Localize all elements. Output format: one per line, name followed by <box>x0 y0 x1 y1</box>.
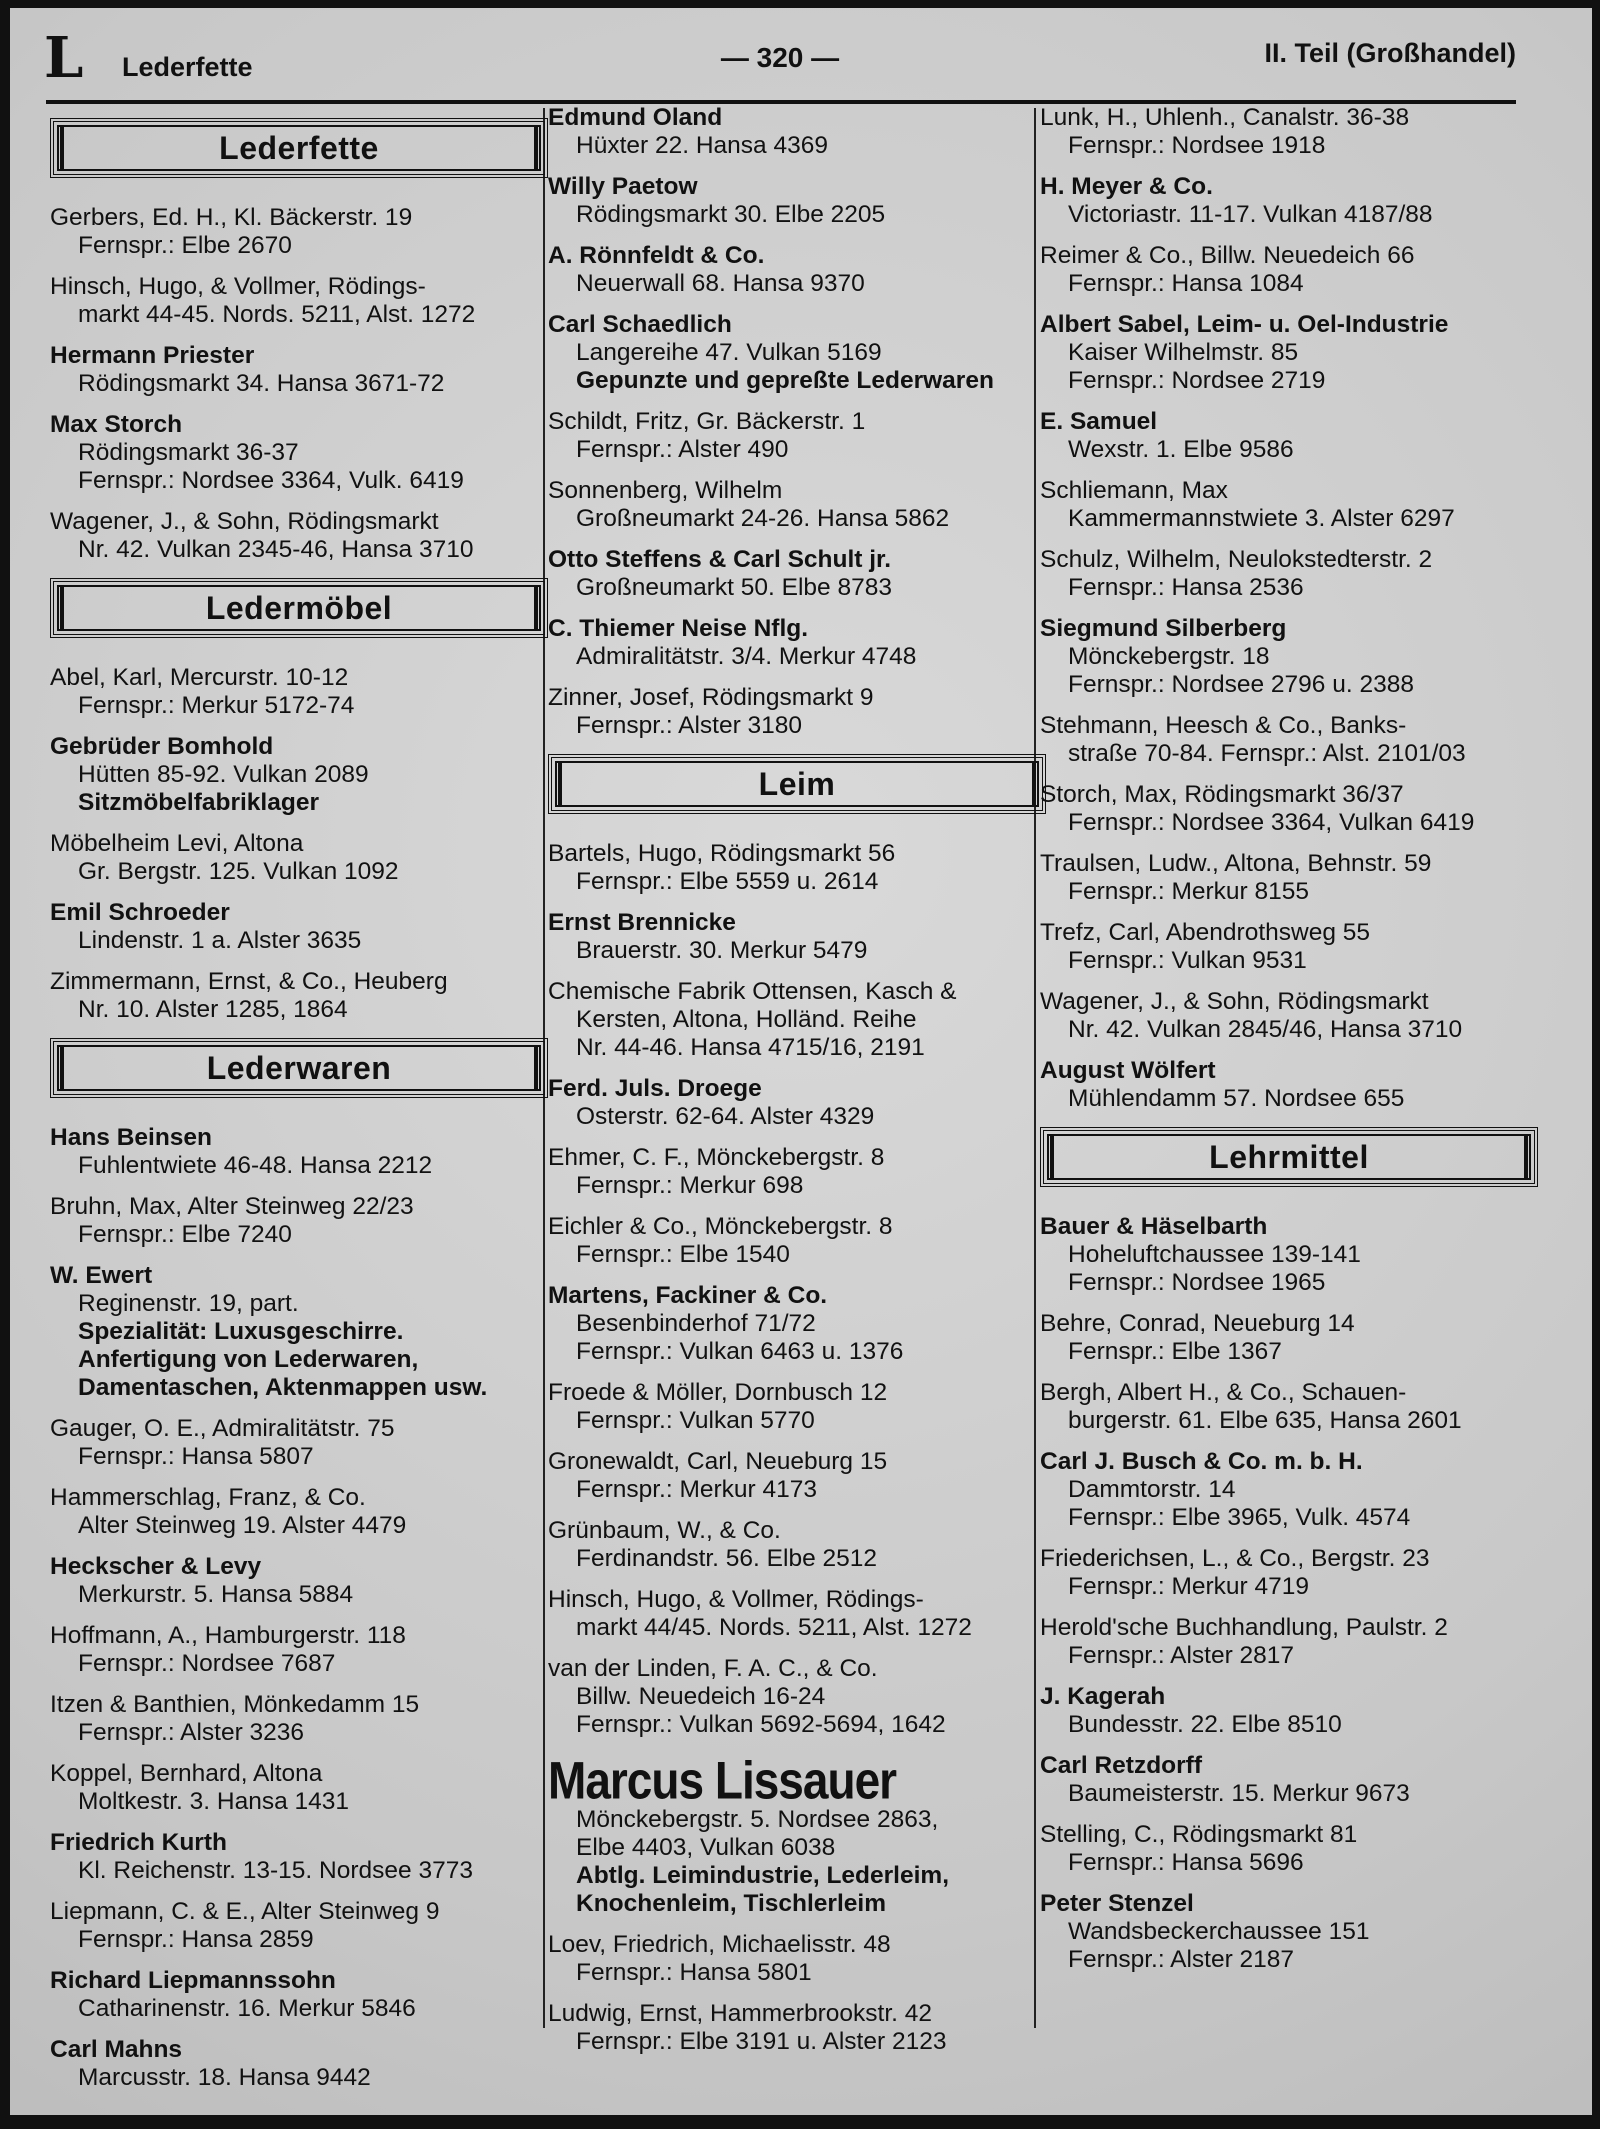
directory-entry <box>548 1752 1048 1918</box>
directory-entry <box>548 1282 1048 1366</box>
entry-name: Liepmann, C. & E., Alter Steinweg 9 <box>50 1898 440 1925</box>
directory-entry <box>50 204 550 260</box>
entry-detail: Wandsbeckerchaussee 151 <box>1068 1918 1370 1945</box>
entry-detail: Rödingsmarkt 36-37 <box>78 439 299 466</box>
entry-detail: Billw. Neuedeich 16-24 <box>576 1683 826 1710</box>
entry-detail: Abtlg. Leimindustrie, Lederleim, <box>576 1862 950 1889</box>
entry-detail: Mönckebergstr. 18 <box>1068 643 1270 670</box>
entry-detail: Osterstr. 62-64. Alster 4329 <box>576 1103 875 1130</box>
entry-detail: Fernspr.: Elbe 1540 <box>576 1241 790 1268</box>
directory-entry <box>548 408 1048 464</box>
entry-name: Loev, Friedrich, Michaelisstr. 48 <box>548 1931 891 1958</box>
entry-name: Wagener, J., & Sohn, Rödingsmarkt <box>1040 988 1429 1015</box>
entry-name: Abel, Karl, Mercurstr. 10-12 <box>50 664 349 691</box>
directory-entry <box>50 830 550 886</box>
entry-name: Koppel, Bernhard, Altona <box>50 1760 323 1787</box>
entry-detail: Reginenstr. 19, part. <box>78 1290 299 1317</box>
entry-name: Herold'sche Buchhandlung, Paulstr. 2 <box>1040 1614 1448 1641</box>
entry-detail: Neuerwall 68. Hansa 9370 <box>576 270 865 297</box>
page-number: — 320 — <box>720 42 840 73</box>
entry-detail: Fernspr.: Merkur 698 <box>576 1172 804 1199</box>
entry-name: A. Rönnfeldt & Co. <box>548 242 765 269</box>
entry-name: Bergh, Albert H., & Co., Schauen- <box>1040 1379 1407 1406</box>
entry-detail: Fernspr.: Nordsee 3364, Vulk. 6419 <box>78 467 464 494</box>
directory-entry <box>1040 615 1540 699</box>
entry-detail: Fernspr.: Merkur 4719 <box>1068 1573 1310 1600</box>
entry-detail: Victoriastr. 11-17. Vulkan 4187/88 <box>1068 201 1433 228</box>
entry-detail: Fernspr.: Nordsee 2796 u. 2388 <box>1068 671 1414 698</box>
entry-detail: Alter Steinweg 19. Alster 4479 <box>78 1512 407 1539</box>
directory-entry <box>548 1517 1048 1573</box>
entry-name: Stelling, C., Rödingsmarkt 81 <box>1040 1821 1358 1848</box>
entry-detail: straße 70-84. Fernspr.: Alst. 2101/03 <box>1068 740 1466 767</box>
entry-name: Zinner, Josef, Rödingsmarkt 9 <box>548 684 874 711</box>
directory-entry <box>1040 1821 1540 1877</box>
entry-name: W. Ewert <box>50 1262 153 1289</box>
entry-detail: Langereihe 47. Vulkan 5169 <box>576 339 882 366</box>
entry-detail: Elbe 4403, Vulkan 6038 <box>576 1834 836 1861</box>
entry-name: Gerbers, Ed. H., Kl. Bäckerstr. 19 <box>50 204 413 231</box>
entry-name: Stehmann, Heesch & Co., Banks- <box>1040 712 1407 739</box>
entry-detail: Fernspr.: Elbe 2670 <box>78 232 292 259</box>
directory-entry <box>50 508 550 564</box>
entry-detail: Fernspr.: Alster 3180 <box>576 712 803 739</box>
entry-detail: Kersten, Altona, Holländ. Reihe <box>576 1006 917 1033</box>
entry-detail: Fernspr.: Elbe 5559 u. 2614 <box>576 868 879 895</box>
entry-name: Hans Beinsen <box>50 1124 213 1151</box>
entry-detail: Merkurstr. 5. Hansa 5884 <box>78 1581 354 1608</box>
entry-name: Sonnenberg, Wilhelm <box>548 477 783 504</box>
directory-entry <box>1040 1683 1540 1739</box>
entry-detail: Fernspr.: Nordsee 2719 <box>1068 367 1326 394</box>
directory-entry <box>1040 477 1540 533</box>
section-heading: Ledermöbel <box>50 578 548 638</box>
entry-name: Traulsen, Ludw., Altona, Behnstr. 59 <box>1040 850 1432 877</box>
directory-entry <box>50 1484 550 1540</box>
entry-name: Gronewaldt, Carl, Neueburg 15 <box>548 1448 888 1475</box>
entry-detail: Nr. 42. Vulkan 2345-46, Hansa 3710 <box>78 536 474 563</box>
entry-name: Ludwig, Ernst, Hammerbrookstr. 42 <box>548 2000 932 2027</box>
entry-detail: Fuhlentwiete 46-48. Hansa 2212 <box>78 1152 433 1179</box>
entry-name: Möbelheim Levi, Altona <box>50 830 304 857</box>
entry-name: Itzen & Banthien, Mönkedamm 15 <box>50 1691 420 1718</box>
entry-detail: Fernspr.: Alster 490 <box>576 436 789 463</box>
entry-detail: Fernspr.: Nordsee 3364, Vulkan 6419 <box>1068 809 1475 836</box>
directory-entry <box>1040 1057 1540 1113</box>
entry-detail: Knochenleim, Tischlerleim <box>576 1890 886 1917</box>
directory-entry <box>1040 712 1540 768</box>
entry-detail: Hüxter 22. Hansa 4369 <box>576 132 828 159</box>
entry-detail: Fernspr.: Elbe 1367 <box>1068 1338 1282 1365</box>
entry-name: Willy Paetow <box>548 173 698 200</box>
directory-entry <box>50 1415 550 1471</box>
scan-edge-top <box>0 0 1600 8</box>
entry-detail: Rödingsmarkt 34. Hansa 3671-72 <box>78 370 445 397</box>
entry-detail: Fernspr.: Hansa 2536 <box>1068 574 1304 601</box>
entry-name: Carl Retzdorff <box>1040 1752 1202 1779</box>
directory-entry <box>1040 1890 1540 1974</box>
entry-name: van der Linden, F. A. C., & Co. <box>548 1655 878 1682</box>
entry-detail: Baumeisterstr. 15. Merkur 9673 <box>1068 1780 1410 1807</box>
section-heading: Leim <box>548 754 1046 814</box>
entry-name: Zimmermann, Ernst, & Co., Heuberg <box>50 968 448 995</box>
entry-detail: Fernspr.: Hansa 5801 <box>576 1959 812 1986</box>
entry-detail: Gepunzte und gepreßte Lederwaren <box>576 367 994 394</box>
directory-entry <box>50 2036 550 2092</box>
entry-detail: Spezialität: Luxusgeschirre. <box>78 1318 404 1345</box>
directory-entry <box>1040 173 1540 229</box>
entry-name: Otto Steffens & Carl Schult jr. <box>548 546 892 573</box>
directory-entry <box>1040 919 1540 975</box>
directory-entry <box>50 1262 550 1402</box>
directory-entry <box>548 1213 1048 1269</box>
entry-detail: Hütten 85-92. Vulkan 2089 <box>78 761 369 788</box>
header-part: II. Teil (Großhandel) <box>1264 38 1516 68</box>
entry-name: Peter Stenzel <box>1040 1890 1194 1917</box>
entry-detail: markt 44/45. Nords. 5211, Alst. 1272 <box>576 1614 972 1641</box>
directory-entry <box>50 1622 550 1678</box>
entry-detail: Brauerstr. 30. Merkur 5479 <box>576 937 868 964</box>
entry-name: Grünbaum, W., & Co. <box>548 1517 781 1544</box>
entry-name: Friederichsen, L., & Co., Bergstr. 23 <box>1040 1545 1430 1572</box>
entry-name: Carl Mahns <box>50 2036 183 2063</box>
entry-name: Froede & Möller, Dornbusch 12 <box>548 1379 888 1406</box>
directory-entry <box>1040 1213 1540 1297</box>
entry-detail: Nr. 42. Vulkan 2845/46, Hansa 3710 <box>1068 1016 1463 1043</box>
directory-entry <box>548 684 1048 740</box>
entry-name: Ernst Brennicke <box>548 909 736 936</box>
entry-name: Siegmund Silberberg <box>1040 615 1287 642</box>
entry-detail: Admiralitätstr. 3/4. Merkur 4748 <box>576 643 917 670</box>
section-heading: Lederfette <box>50 118 548 178</box>
entry-detail: Fernspr.: Hansa 2859 <box>78 1926 314 1953</box>
scan-edge-left <box>0 0 10 2129</box>
directory-entry <box>548 104 1048 160</box>
entry-detail: Fernspr.: Nordsee 1965 <box>1068 1269 1326 1296</box>
logo-wordmark: Marcus Lissauer <box>548 1750 897 1810</box>
directory-entry <box>50 1691 550 1747</box>
entry-name: Friedrich Kurth <box>50 1829 227 1856</box>
directory-entry <box>548 546 1048 602</box>
header-letter: L <box>44 25 84 91</box>
entry-detail: Mühlendamm 57. Nordsee 655 <box>1068 1085 1405 1112</box>
entry-detail: Mönckebergstr. 5. Nordsee 2863, <box>576 1806 939 1833</box>
directory-entry <box>548 1448 1048 1504</box>
entry-name: Bauer & Häselbarth <box>1040 1213 1268 1240</box>
entry-name: Albert Sabel, Leim- u. Oel-Industrie <box>1040 311 1449 338</box>
entry-detail: Fernspr.: Merkur 4173 <box>576 1476 818 1503</box>
entry-name: Chemische Fabrik Ottensen, Kasch & <box>548 978 957 1005</box>
column-2 <box>548 104 1048 2069</box>
scan-edge-bottom <box>0 2115 1600 2129</box>
entry-detail: Fernspr.: Elbe 3191 u. Alster 2123 <box>576 2028 947 2055</box>
entry-name: August Wölfert <box>1040 1057 1216 1084</box>
entry-name: Hoffmann, A., Hamburgerstr. 118 <box>50 1622 406 1649</box>
directory-entry <box>1040 546 1540 602</box>
entry-detail: Wexstr. 1. Elbe 9586 <box>1068 436 1294 463</box>
entry-detail: Lindenstr. 1 a. Alster 3635 <box>78 927 362 954</box>
directory-entry <box>1040 850 1540 906</box>
entry-name: Hermann Priester <box>50 342 255 369</box>
directory-entry <box>1040 1614 1540 1670</box>
directory-entry <box>548 840 1048 896</box>
directory-entry <box>1040 1545 1540 1601</box>
directory-entry <box>1040 104 1540 160</box>
directory-entry <box>50 968 550 1024</box>
entry-detail: Nr. 44-46. Hansa 4715/16, 2191 <box>576 1034 925 1061</box>
entry-detail: Fernspr.: Vulkan 5770 <box>576 1407 815 1434</box>
entry-name: J. Kagerah <box>1040 1683 1166 1710</box>
page-header <box>44 25 1516 91</box>
entry-detail: Fernspr.: Nordsee 1918 <box>1068 132 1326 159</box>
directory-entry <box>1040 1448 1540 1532</box>
directory-entry <box>548 2000 1048 2056</box>
entry-name: Gauger, O. E., Admiralitätstr. 75 <box>50 1415 395 1442</box>
entry-name: Hinsch, Hugo, & Vollmer, Rödings- <box>50 273 426 300</box>
column-3 <box>1040 104 1540 1987</box>
directory-entry <box>548 1144 1048 1200</box>
entry-name: C. Thiemer Neise Nflg. <box>548 615 809 642</box>
directory-entry <box>548 615 1048 671</box>
entry-name: Schliemann, Max <box>1040 477 1228 504</box>
directory-entry <box>548 978 1048 1062</box>
section-heading: Lederwaren <box>50 1038 548 1098</box>
entry-detail: Besenbinderhof 71/72 <box>576 1310 816 1337</box>
entry-detail: Kammermannstwiete 3. Alster 6297 <box>1068 505 1455 532</box>
entry-name: Lunk, H., Uhlenh., Canalstr. 36-38 <box>1040 104 1410 131</box>
entry-name: Hammerschlag, Franz, & Co. <box>50 1484 366 1511</box>
entry-detail: Gr. Bergstr. 125. Vulkan 1092 <box>78 858 399 885</box>
directory-entry <box>50 899 550 955</box>
entry-detail: Fernspr.: Alster 2817 <box>1068 1642 1295 1669</box>
directory-entry <box>548 477 1048 533</box>
entry-name: Emil Schroeder <box>50 899 230 926</box>
entry-detail: Sitzmöbelfabriklager <box>78 789 319 816</box>
entry-detail: Großneumarkt 24-26. Hansa 5862 <box>576 505 950 532</box>
entry-name: Max Storch <box>50 411 183 438</box>
entry-detail: Damentaschen, Aktenmappen usw. <box>78 1374 488 1401</box>
entry-name: Gebrüder Bomhold <box>50 733 274 760</box>
section-heading: Lehrmittel <box>1040 1127 1538 1187</box>
entry-name: Edmund Oland <box>548 104 723 131</box>
entry-detail: Kaiser Wilhelmstr. 85 <box>1068 339 1299 366</box>
entry-name: Wagener, J., & Sohn, Rödingsmarkt <box>50 508 439 535</box>
entry-name: Heckscher & Levy <box>50 1553 262 1580</box>
entry-name: Bruhn, Max, Alter Steinweg 22/23 <box>50 1193 414 1220</box>
entry-name: E. Samuel <box>1040 408 1158 435</box>
entry-detail: Fernspr.: Vulkan 6463 u. 1376 <box>576 1338 904 1365</box>
entry-detail: Catharinenstr. 16. Merkur 5846 <box>78 1995 416 2022</box>
entry-detail: Marcusstr. 18. Hansa 9442 <box>78 2064 371 2091</box>
entry-detail: Fernspr.: Vulkan 9531 <box>1068 947 1307 974</box>
entry-name: Martens, Fackiner & Co. <box>548 1282 828 1309</box>
directory-entry <box>50 1829 550 1885</box>
directory-entry <box>50 1553 550 1609</box>
entry-detail: Anfertigung von Lederwaren, <box>78 1346 419 1373</box>
entry-detail: Nr. 10. Alster 1285, 1864 <box>78 996 348 1023</box>
firm-logo-name <box>548 1750 1048 1810</box>
column-1 <box>50 104 550 2105</box>
directory-entry <box>50 273 550 329</box>
entry-name: Trefz, Carl, Abendrothsweg 55 <box>1040 919 1371 946</box>
entry-name: Eichler & Co., Mönckebergstr. 8 <box>548 1213 893 1240</box>
entry-name: Ehmer, C. F., Mönckebergstr. 8 <box>548 1144 885 1171</box>
entry-detail: Rödingsmarkt 30. Elbe 2205 <box>576 201 886 228</box>
entry-detail: Fernspr.: Elbe 7240 <box>78 1221 292 1248</box>
entry-detail: Fernspr.: Alster 3236 <box>78 1719 305 1746</box>
entry-detail: Fernspr.: Nordsee 7687 <box>78 1650 336 1677</box>
directory-entry <box>548 1586 1048 1642</box>
directory-entry <box>50 1124 550 1180</box>
directory-entry <box>548 1379 1048 1435</box>
entry-name: Schulz, Wilhelm, Neulokstedterstr. 2 <box>1040 546 1433 573</box>
directory-entry <box>548 1931 1048 1987</box>
directory-entry <box>548 1075 1048 1131</box>
entry-name: Ferd. Juls. Droege <box>548 1075 762 1102</box>
directory-entry <box>548 311 1048 395</box>
entry-name: Behre, Conrad, Neueburg 14 <box>1040 1310 1355 1337</box>
directory-entry <box>1040 1752 1540 1808</box>
entry-detail: Ferdinandstr. 56. Elbe 2512 <box>576 1545 878 1572</box>
entry-name: Hinsch, Hugo, & Vollmer, Rödings- <box>548 1586 924 1613</box>
entry-name: Richard Liepmannssohn <box>50 1967 336 1994</box>
directory-entry <box>50 411 550 495</box>
entry-detail: Fernspr.: Hansa 5696 <box>1068 1849 1304 1876</box>
directory-entry <box>1040 781 1540 837</box>
directory-entry <box>1040 408 1540 464</box>
directory-entry <box>50 1760 550 1816</box>
directory-entry <box>50 1193 550 1249</box>
directory-entry <box>1040 311 1540 395</box>
entry-name: Schildt, Fritz, Gr. Bäckerstr. 1 <box>548 408 866 435</box>
directory-entry <box>1040 988 1540 1044</box>
entry-detail: Kl. Reichenstr. 13-15. Nordsee 3773 <box>78 1857 473 1884</box>
entry-detail: Moltkestr. 3. Hansa 1431 <box>78 1788 350 1815</box>
entry-detail: Fernspr.: Merkur 5172-74 <box>78 692 355 719</box>
entry-detail: Fernspr.: Hansa 5807 <box>78 1443 314 1470</box>
directory-entry <box>50 664 550 720</box>
entry-name: Bartels, Hugo, Rödingsmarkt 56 <box>548 840 896 867</box>
directory-entry <box>548 1655 1048 1739</box>
entry-detail: Dammtorstr. 14 <box>1068 1476 1236 1503</box>
entry-detail: Hoheluftchaussee 139-141 <box>1068 1241 1361 1268</box>
entry-detail: Bundesstr. 22. Elbe 8510 <box>1068 1711 1342 1738</box>
entry-detail: Fernspr.: Alster 2187 <box>1068 1946 1295 1973</box>
directory-entry <box>548 242 1048 298</box>
scan-edge-right <box>1592 0 1600 2129</box>
entry-name: Reimer & Co., Billw. Neuedeich 66 <box>1040 242 1415 269</box>
entry-detail: Fernspr.: Merkur 8155 <box>1068 878 1310 905</box>
directory-entry <box>1040 242 1540 298</box>
directory-entry <box>1040 1310 1540 1366</box>
entry-detail: Großneumarkt 50. Elbe 8783 <box>576 574 892 601</box>
entry-detail: Fernspr.: Hansa 1084 <box>1068 270 1304 297</box>
header-catchword: Lederfette <box>122 52 253 82</box>
entry-name: Carl J. Busch & Co. m. b. H. <box>1040 1448 1363 1475</box>
entry-name: Storch, Max, Rödingsmarkt 36/37 <box>1040 781 1404 808</box>
entry-detail: Fernspr.: Vulkan 5692-5694, 1642 <box>576 1711 946 1738</box>
entry-detail: burgerstr. 61. Elbe 635, Hansa 2601 <box>1068 1407 1462 1434</box>
directory-entry <box>1040 1379 1540 1435</box>
entry-name: Carl Schaedlich <box>548 311 732 338</box>
entry-name: H. Meyer & Co. <box>1040 173 1213 200</box>
entry-detail: Fernspr.: Elbe 3965, Vulk. 4574 <box>1068 1504 1411 1531</box>
directory-entry <box>50 1967 550 2023</box>
directory-entry <box>548 909 1048 965</box>
entry-detail: markt 44-45. Nords. 5211, Alst. 1272 <box>78 301 476 328</box>
directory-entry <box>50 733 550 817</box>
directory-entry <box>50 1898 550 1954</box>
directory-entry <box>548 173 1048 229</box>
directory-entry <box>50 342 550 398</box>
